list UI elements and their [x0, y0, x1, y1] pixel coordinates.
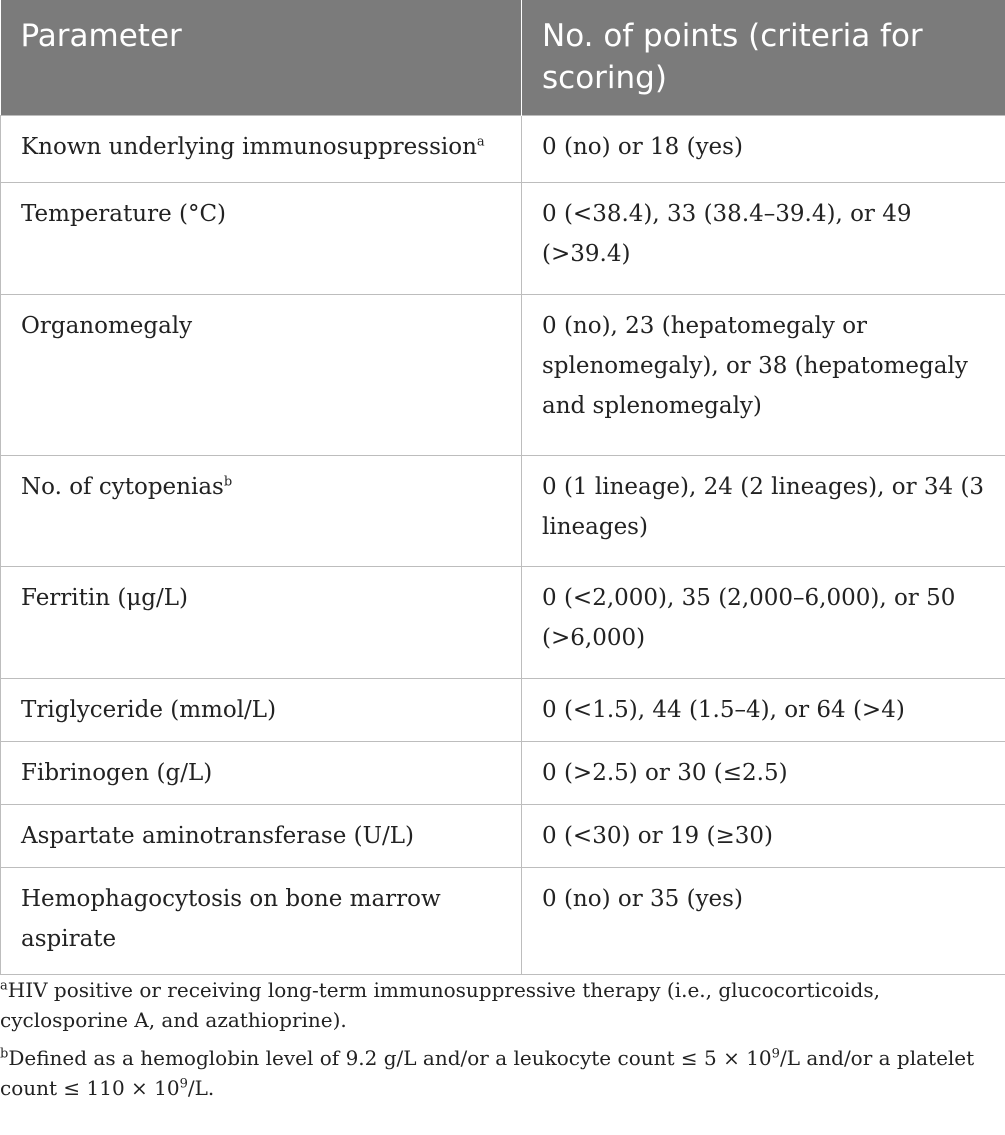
- footnote-b-text-3: /L.: [187, 1076, 215, 1100]
- cell-points: 0 (<30) or 19 (≥30): [522, 805, 1005, 868]
- table-footnotes: [0, 975, 1000, 1111]
- cell-parameter: [1, 679, 522, 742]
- table-row: [1, 295, 1005, 456]
- header-points: No. of points (criteria for scoring): [522, 0, 1005, 116]
- cell-points: 0 (no) or 35 (yes): [522, 868, 1005, 975]
- cell-points: 0 (no), 23 (hepatomegaly or splenomegaly), or 38 (hepatomegaly and splenomegaly): [522, 295, 1005, 456]
- footnote-b-text-2: /L and/or a platelet count ≤ 110 × 10: [0, 1046, 975, 1100]
- table-row: [1, 679, 1005, 742]
- table-row: [1, 116, 1005, 183]
- footnote-a-marker: a: [0, 978, 8, 994]
- footnote-b-marker: b: [0, 1046, 9, 1062]
- cell-points: 0 (1 lineage), 24 (2 lineages), or 34 (3 lineages): [522, 456, 1005, 567]
- cell-parameter: [1, 868, 522, 975]
- parameter-text: No. of cytopenias: [21, 474, 224, 500]
- footnote-b: [0, 1043, 1000, 1103]
- cell-points: 0 (<2,000), 35 (2,000–6,000), or 50 (>6,000): [522, 567, 1005, 679]
- parameter-text: Fibrinogen (g/L): [21, 760, 213, 786]
- footnote-marker: a: [476, 134, 485, 150]
- footnote-a-text: HIV positive or receiving long-term immunosuppressive therapy (i.e., glucocorticoids, cyclosporine A, and azathioprine).: [0, 978, 880, 1032]
- cell-points: 0 (>2.5) or 30 (≤2.5): [522, 742, 1005, 805]
- parameter-text: Ferritin (μg/L): [21, 585, 189, 611]
- table-header-row: [1, 0, 1005, 116]
- table-row: [1, 742, 1005, 805]
- cell-parameter: [1, 295, 522, 456]
- table-row: [1, 567, 1005, 679]
- cell-parameter: [1, 456, 522, 567]
- cell-parameter: [1, 116, 522, 183]
- parameter-text: Temperature (°C): [21, 201, 227, 227]
- footnote-b-text-1: Defined as a hemoglobin level of 9.2 g/L and/or a leukocyte count ≤ 5 × 10: [8, 1046, 772, 1070]
- cell-points: 0 (<38.4), 33 (38.4–39.4), or 49 (>39.4): [522, 183, 1005, 295]
- cell-parameter: [1, 183, 522, 295]
- cell-parameter: [1, 805, 522, 868]
- footnote-b-exponent-1: 9: [771, 1046, 780, 1062]
- table-row: [1, 456, 1005, 567]
- table-row: [1, 805, 1005, 868]
- footnote-b-exponent-2: 9: [179, 1076, 188, 1092]
- parameter-text: Known underlying immunosuppression: [21, 134, 477, 160]
- parameter-text: Aspartate aminotransferase (U/L): [21, 823, 414, 849]
- cell-points: 0 (no) or 18 (yes): [522, 116, 1005, 183]
- table-row: [1, 868, 1005, 975]
- cell-points: 0 (<1.5), 44 (1.5–4), or 64 (>4): [522, 679, 1005, 742]
- header-parameter: Parameter: [1, 0, 522, 116]
- parameter-text: Organomegaly: [21, 313, 193, 339]
- footnote-a: [0, 975, 1000, 1035]
- parameter-text: Triglyceride (mmol/L): [21, 697, 277, 723]
- parameter-text: Hemophagocytosis on bone marrow aspirate: [21, 886, 441, 952]
- table-row: [1, 183, 1005, 295]
- cell-parameter: [1, 742, 522, 805]
- footnote-marker: b: [223, 474, 233, 490]
- cell-parameter: [1, 567, 522, 679]
